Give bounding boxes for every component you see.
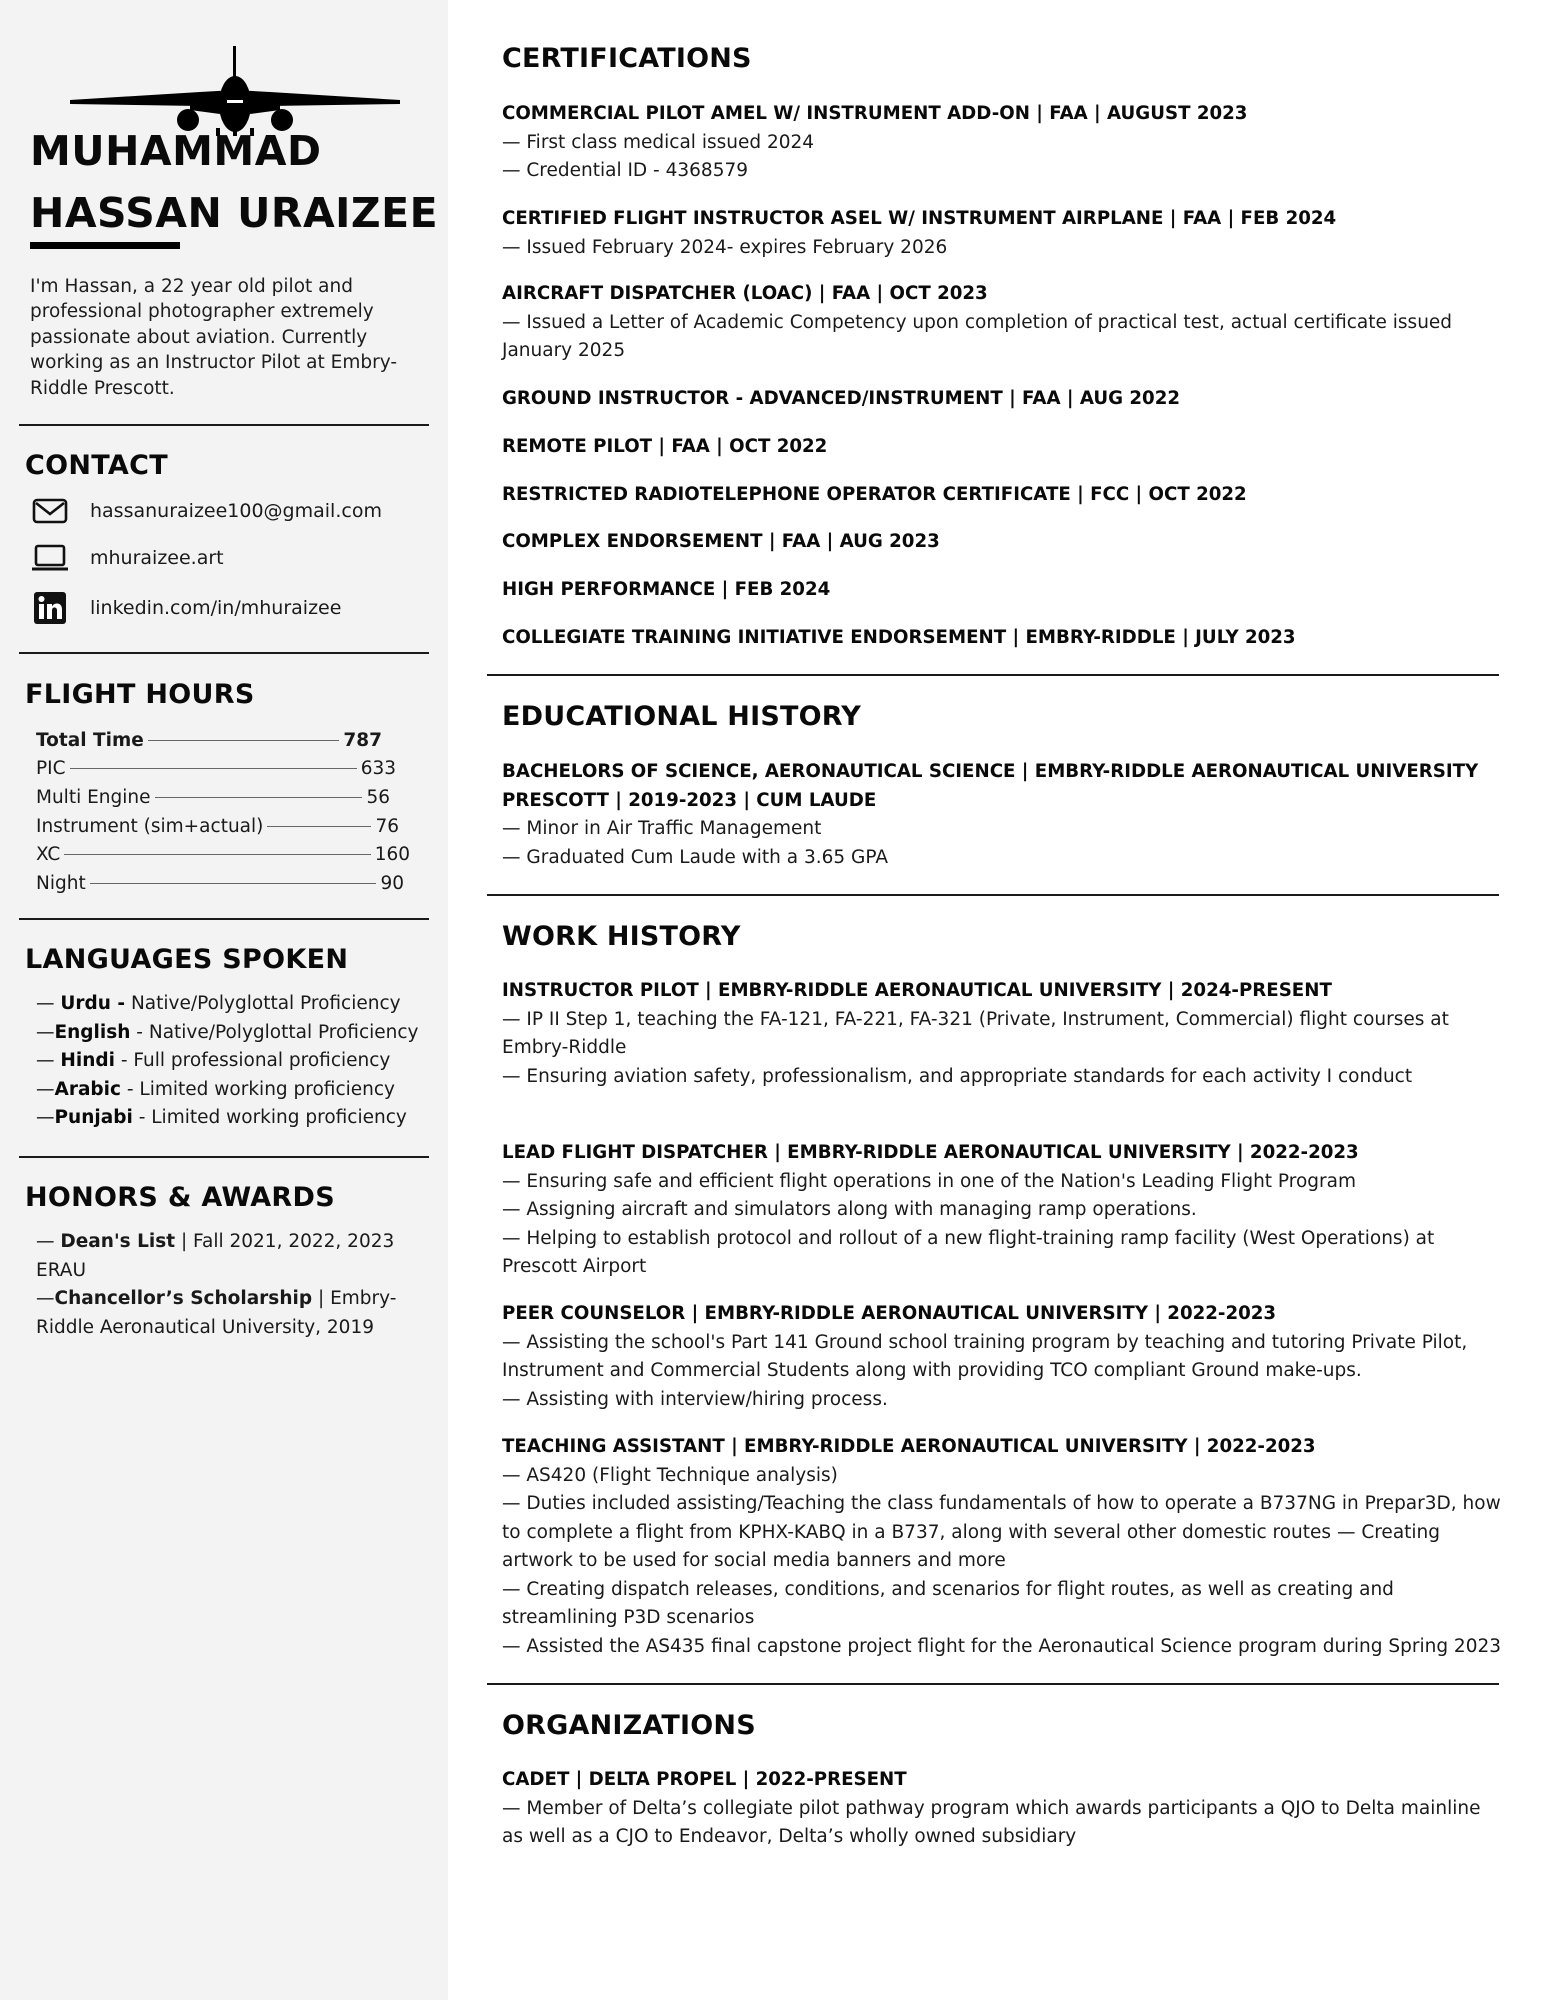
award-name: Dean's List (60, 1231, 176, 1252)
hours-label: PIC (36, 757, 66, 779)
entry-line: — Assisting the school's Part 141 Ground school training program by teaching and tutoring Private Pilot, Instrument and Commercial Students along with providing TCO compliant Ground make-ups. (502, 1331, 1468, 1381)
bio-text: I'm Hassan, a 22 year old pilot and professional photographer extremely passionate about aviation. Currently working as an Instructor Pilot at Embry-Riddle Prescott. (30, 276, 398, 399)
hours-value: 633 (360, 757, 396, 779)
entry-line: — Helping to establish protocol and rollout of a new flight-training ramp facility (West Operations) at Prescott Airport (502, 1227, 1435, 1277)
languages-list (36, 990, 436, 1133)
language-level: Native/Polyglottal Proficiency (125, 993, 401, 1014)
website-text: mhuraizee.art (90, 547, 224, 569)
mail-icon (30, 494, 70, 528)
education-heading: EDUCATIONAL HISTORY (502, 701, 862, 732)
sidebar (0, 0, 448, 2000)
entry-line: — Member of Delta’s collegiate pilot pathway program which awards participants a QJO to Delta mainline as well as a CJO to Endeavor, Delta’s wholly owned subsidiary (502, 1797, 1481, 1847)
leader-line (64, 854, 370, 855)
language-level: - Full professional proficiency (114, 1050, 391, 1071)
hours-row (36, 726, 382, 754)
hours-label: Multi Engine (36, 786, 151, 808)
contact-linkedin[interactable] (30, 590, 341, 626)
organizations-heading: ORGANIZATIONS (502, 1710, 756, 1741)
entry-line: — Assisted the AS435 final capstone project flight for the Aeronautical Science program during Spring 2023 (502, 1635, 1502, 1657)
language-name: Arabic (54, 1078, 121, 1100)
entry-line: — Credential ID - 4368579 (502, 160, 749, 181)
entry-line: — Assigning aircraft and simulators along with managing ramp operations. (502, 1199, 1197, 1220)
list-item: — Hindi - Full professional proficiency (36, 1050, 391, 1071)
leader-line (155, 797, 363, 798)
award-name: Chancellor’s Scholarship (54, 1288, 313, 1309)
entry-title: PEER COUNSELOR | EMBRY-RIDDLE AERONAUTICAL UNIVERSITY | 2022-2023 (502, 1303, 1277, 1324)
entry-line: — Ensuring aviation safety, professionalism, and appropriate standards for each activity I conduct (502, 1065, 1413, 1087)
entry-line: — Issued February 2024- expires February 2026 (502, 236, 948, 258)
divider (19, 652, 429, 654)
entry-title: RESTRICTED RADIOTELEPHONE OPERATOR CERTIFICATE | FCC | OCT 2022 (502, 484, 1247, 505)
entry-line: — Duties included assisting/Teaching the class fundamentals of how to operate a B737NG in Prepar3D, how to complete a flight from KPHX-KABQ in a B737, along with several other domestic routes — Creating artwork to be used for social media banners and more (502, 1493, 1501, 1571)
hours-row (36, 812, 399, 840)
list-item: —Chancellor’s Scholarship | Embry-Riddle Aeronautical University, 2019 (36, 1288, 397, 1338)
email-text: hassanuraizee100@gmail.com (90, 500, 382, 522)
hours-row (36, 840, 410, 868)
work-entry (502, 1433, 1502, 1661)
list-item: — Urdu - Native/Polyglottal Proficiency (36, 993, 401, 1014)
entry-line: — First class medical issued 2024 (502, 131, 815, 153)
language-name: Hindi (60, 1050, 115, 1071)
certifications-heading: CERTIFICATIONS (502, 43, 752, 74)
entry-line: — Creating dispatch releases, conditions, and scenarios for flight routes, as well as creating and streamlining P3D scenarios (502, 1578, 1394, 1628)
hours-value: 56 (366, 786, 390, 808)
entry-line: — Graduated Cum Laude with a 3.65 GPA (502, 846, 889, 868)
hours-value: 90 (380, 872, 404, 894)
hours-row (36, 783, 390, 811)
entry-title: COMPLEX ENDORSEMENT | FAA | AUG 2023 (502, 531, 940, 552)
certification-entry (502, 280, 1502, 366)
language-level: - Limited working proficiency (120, 1078, 395, 1100)
entry-line: — IP II Step 1, teaching the FA-121, FA-221, FA-321 (Private, Instrument, Commercial) flight courses at Embry-Riddle (502, 1008, 1449, 1058)
language-name: English (54, 1021, 131, 1043)
entry-title: CERTIFIED FLIGHT INSTRUCTOR ASEL W/ INSTRUMENT AIRPLANE | FAA | FEB 2024 (502, 208, 1337, 229)
certification-entry (502, 433, 1502, 462)
contact-email[interactable] (30, 493, 382, 529)
hours-label: XC (36, 843, 61, 865)
full-name (30, 120, 438, 244)
work-entry (502, 1139, 1502, 1282)
languages-heading: LANGUAGES SPOKEN (25, 944, 349, 975)
entry-line: — Ensuring safe and efficient flight operations in one of the Nation's Leading Flight Program (502, 1170, 1356, 1192)
organization-entry (502, 1766, 1502, 1852)
entry-title: BACHELORS OF SCIENCE, AERONAUTICAL SCIENCE | EMBRY-RIDDLE AERONAUTICAL UNIVERSITY PRESCOTT | 2019-2023 | CUM LAUDE (502, 761, 1479, 811)
language-name: Urdu - (60, 993, 126, 1014)
work-entry (502, 1300, 1502, 1414)
hours-row (36, 754, 396, 782)
entry-line: — Assisting with interview/hiring process. (502, 1388, 888, 1410)
award-detail: | Fall 2021, 2022, 2023 ERAU (36, 1231, 395, 1281)
hours-label: Instrument (sim+actual) (36, 815, 264, 837)
name-underline (30, 242, 180, 249)
name-first: MUHAMMAD (30, 127, 322, 175)
certification-entry (502, 624, 1502, 653)
flight-hours-heading: FLIGHT HOURS (25, 679, 255, 710)
award-detail: | Embry-Riddle Aeronautical University, 2019 (36, 1288, 397, 1338)
entry-title: HIGH PERFORMANCE | FEB 2024 (502, 579, 831, 600)
hours-value: 160 (374, 843, 410, 865)
entry-title: REMOTE PILOT | FAA | OCT 2022 (502, 436, 828, 457)
hours-value: 76 (375, 815, 399, 837)
entry-title: CADET | DELTA PROPEL | 2022-PRESENT (502, 1769, 907, 1790)
divider (19, 424, 429, 426)
hours-row (36, 869, 404, 897)
entry-line: — AS420 (Flight Technique analysis) (502, 1464, 838, 1486)
entry-title: TEACHING ASSISTANT | EMBRY-RIDDLE AERONAUTICAL UNIVERSITY | 2022-2023 (502, 1436, 1316, 1457)
honors-list (36, 1228, 406, 1342)
list-item: —Punjabi - Limited working proficiency (36, 1107, 407, 1128)
entry-title: AIRCRAFT DISPATCHER (LOAC) | FAA | OCT 2023 (502, 283, 988, 304)
entry-title: LEAD FLIGHT DISPATCHER | EMBRY-RIDDLE AERONAUTICAL UNIVERSITY | 2022-2023 (502, 1142, 1359, 1163)
certification-entry (502, 528, 1502, 557)
divider (487, 674, 1499, 676)
leader-line (148, 740, 340, 741)
laptop-icon (30, 541, 70, 575)
divider (19, 1156, 429, 1158)
leader-line (90, 883, 377, 884)
honors-heading: HONORS & AWARDS (25, 1182, 335, 1213)
entry-title: COLLEGIATE TRAINING INITIATIVE ENDORSEMENT | EMBRY-RIDDLE | JULY 2023 (502, 627, 1296, 648)
contact-heading: CONTACT (25, 450, 168, 481)
leader-line (267, 826, 371, 827)
language-level: - Native/Polyglottal Proficiency (130, 1021, 419, 1043)
list-item: — Dean's List | Fall 2021, 2022, 2023 ERAU (36, 1231, 395, 1281)
list-item: —Arabic - Limited working proficiency (36, 1078, 395, 1100)
certification-entry (502, 576, 1502, 605)
hours-label: Total Time (36, 729, 144, 751)
list-item: —English - Native/Polyglottal Proficiency (36, 1021, 419, 1043)
certification-entry (502, 385, 1502, 414)
certification-entry (502, 481, 1502, 510)
hours-label: Night (36, 872, 86, 894)
certification-entry (502, 205, 1502, 262)
main-content (448, 0, 1545, 2000)
entry-line: — Issued a Letter of Academic Competency upon completion of practical test, actual certificate issued January 2025 (502, 311, 1453, 361)
language-name: Punjabi (54, 1107, 133, 1128)
language-level: - Limited working proficiency (132, 1107, 407, 1128)
name-last: HASSAN URAIZEE (30, 189, 439, 237)
divider (487, 894, 1499, 896)
contact-website[interactable] (30, 540, 224, 576)
education-entry (502, 758, 1502, 872)
entry-line: — Minor in Air Traffic Management (502, 818, 822, 839)
linkedin-text: linkedin.com/in/mhuraizee (90, 597, 342, 619)
work-entry (502, 977, 1502, 1091)
certification-entry (502, 100, 1502, 186)
divider (487, 1683, 1499, 1685)
hours-value: 787 (343, 729, 382, 751)
leader-line (70, 768, 357, 769)
work-heading: WORK HISTORY (502, 921, 741, 952)
entry-title: COMMERCIAL PILOT AMEL W/ INSTRUMENT ADD-ON | FAA | AUGUST 2023 (502, 103, 1248, 124)
entry-title: INSTRUCTOR PILOT | EMBRY-RIDDLE AERONAUTICAL UNIVERSITY | 2024-PRESENT (502, 980, 1332, 1001)
linkedin-icon (30, 591, 70, 625)
divider (19, 918, 429, 920)
entry-title: GROUND INSTRUCTOR - ADVANCED/INSTRUMENT | FAA | AUG 2022 (502, 388, 1181, 409)
